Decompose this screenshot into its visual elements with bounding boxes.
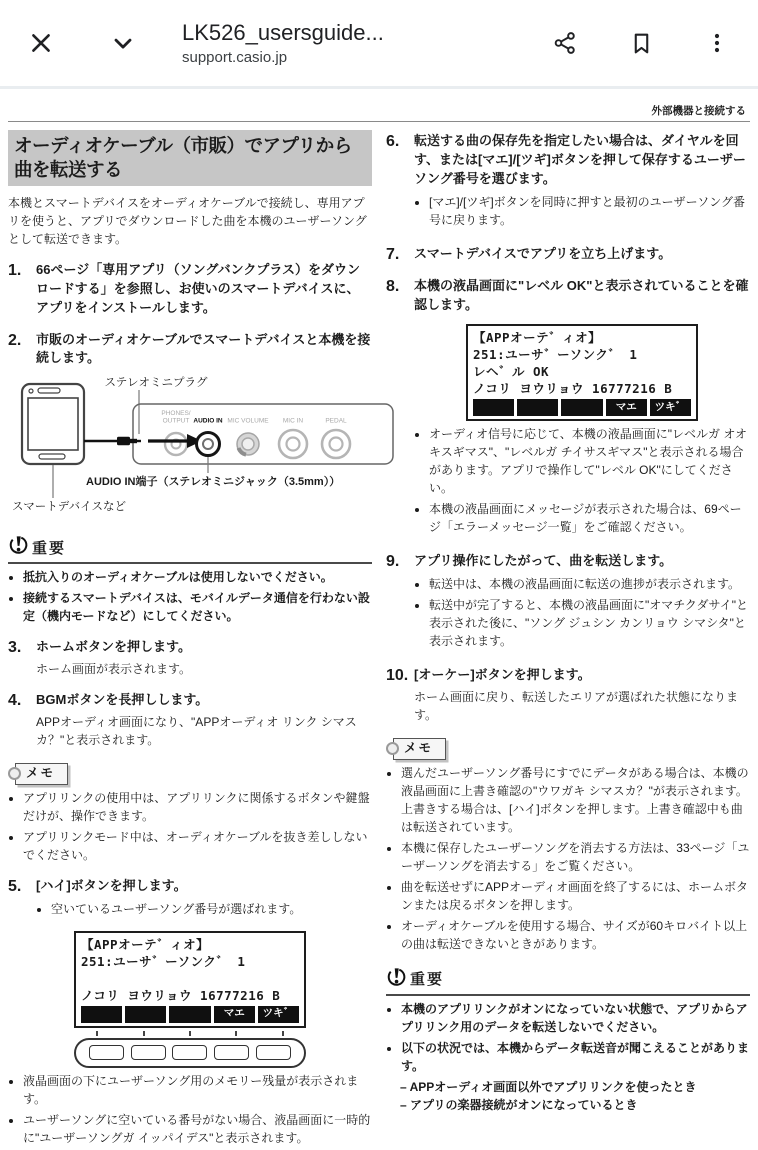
- document-source-url: support.casio.jp: [182, 49, 288, 66]
- list-item: • 選んだユーザーソング番号にすでにデータがある場合は、本機の液晶画面に上書き確認の"ウワガキ シマスカ？"が表示されます。上書きする場合は、[ハイ]ボタンを押します。上書き確認中も曲は転送されています。: [401, 764, 750, 836]
- list-item: • 空いているユーザーソング番号が選ばれます。: [51, 900, 372, 918]
- step-description: APPオーディオ画面になり、"APPオーディオ リンク シマスカ？"と表示されます。: [36, 715, 357, 747]
- lcd-illustration-1: [74, 931, 306, 1068]
- step-7: [386, 245, 750, 264]
- important-title: 重要: [32, 539, 67, 557]
- softkey-prev: マエ: [214, 1006, 255, 1023]
- pedal-jack: [322, 430, 350, 458]
- step-1: [8, 261, 372, 318]
- intro-paragraph: 本機とスマートデバイスをオーディオケーブルで接続し、専用アプリを使うと、アプリでダウンロードした曲を本機のユーザーソングとして転送できます。: [8, 196, 367, 247]
- bookmark-icon: [629, 31, 654, 56]
- document-title: LK526_usersguide...: [182, 20, 384, 45]
- svg-text:OUTPUT: OUTPUT: [162, 417, 190, 425]
- lcd-memory-remaining: ノコリ ヨウリョウ 16777216 B: [473, 381, 673, 397]
- step-description: ホーム画面が表示されます。: [36, 662, 192, 677]
- list-item: • 接続するスマートデバイスは、モバイルデータ通信を行わない設定（機内モードなど）にしてください。: [23, 589, 372, 625]
- step-text: ホームボタンを押します。: [36, 639, 191, 655]
- section-title: オーディオケーブル（市販）でアプリから曲を転送する: [8, 130, 372, 186]
- step5-notes: [8, 1072, 372, 1147]
- browser-toolbar: [0, 0, 758, 86]
- softkey-next: ツキ゛: [650, 399, 691, 416]
- overflow-menu-button[interactable]: [700, 26, 734, 60]
- close-icon: [28, 30, 54, 56]
- step-text: BGMボタンを長押しします。: [36, 692, 209, 708]
- mic-in-label: MIC IN: [282, 417, 304, 425]
- function-button: [131, 1045, 166, 1060]
- step-5: [8, 877, 372, 921]
- arrow-icon: [148, 434, 202, 448]
- lcd-screen-title: 【APPオーテ゛ィオ】: [81, 936, 210, 952]
- mic-volume-knob: [237, 433, 259, 455]
- plug-label: ステレオミニプラグ: [104, 377, 208, 390]
- softkey-next: ツキ゛: [258, 1006, 299, 1023]
- step-2: [8, 331, 372, 369]
- list-item: • 転送中が完了すると、本機の液晶画面に"オマチクダサイ"と表示された後に、"ソング ジュシン カンリョウ シマシタ"と表示されます。: [429, 596, 750, 650]
- step-number: 4.: [8, 692, 22, 710]
- list-item: • 抵抗入りのオーディオケーブルは使用しないでください。: [23, 568, 372, 586]
- step-number: 7.: [386, 245, 400, 263]
- list-item: • 本機に保存したユーザーソングを消去する方法は、33ページ「ユーザーソングを消去する」をご覧ください。: [401, 839, 750, 875]
- chevron-down-icon: [109, 29, 137, 57]
- lcd-illustration-2: [466, 324, 698, 421]
- list-item: • 転送中は、本機の液晶画面に転送の進捗が表示されます。: [429, 575, 750, 593]
- important-subitems: [386, 1078, 750, 1114]
- function-button: [214, 1045, 249, 1060]
- step8-notes: [414, 425, 750, 536]
- step-text: 転送する曲の保存先を指定したい場合は、ダイヤルを回す、または[マエ]/[ツギ]ボタンを押して保存するユーザーソング番号を選びます。: [414, 133, 746, 186]
- step-text: [オーケー]ボタンを押します。: [414, 667, 591, 683]
- important-icon: [8, 535, 28, 560]
- step-number: 5.: [8, 877, 22, 895]
- header-rule: [8, 121, 750, 122]
- list-item: • オーディオケーブルを使用する場合、サイズが60キロバイト以上の曲は転送できないときがあります。: [401, 917, 750, 953]
- step-text: 本機の液晶画面に"レベル OK"と表示されていることを確認します。: [414, 277, 749, 312]
- step-number: 9.: [386, 553, 400, 571]
- chapter-header: 外部機器と接続する: [651, 105, 746, 117]
- important-title: 重要: [410, 971, 445, 989]
- step-9: [386, 552, 750, 653]
- step-text: 市販のオーディオケーブルでスマートデバイスと本機を接続します。: [36, 331, 371, 366]
- collapse-button[interactable]: [106, 26, 140, 60]
- step-3: [8, 638, 372, 678]
- audio-in-label: AUDIO IN: [193, 417, 223, 425]
- button-ticks: [74, 1031, 306, 1036]
- smartphone-illustration: [22, 384, 84, 464]
- important-block-2: [386, 967, 750, 1114]
- important-icon: [386, 967, 406, 992]
- step-text: [ハイ]ボタンを押します。: [36, 877, 187, 893]
- step-number: 6.: [386, 133, 400, 150]
- function-button: [256, 1045, 291, 1060]
- device-label: スマートデバイスなど: [12, 501, 126, 514]
- memo-block-2: [386, 738, 750, 953]
- softkey-blank: [125, 1006, 166, 1023]
- list-item: • 曲を転送せずにAPPオーディオ画面を終了するには、ホームボタンまたは戻るボタンを押します。: [401, 878, 750, 914]
- memo-title: メモ: [15, 763, 68, 785]
- list-item: • アプリリンクの使用中は、アプリリンクに関係するボタンや鍵盤だけが、操作できます。: [23, 789, 372, 825]
- softkey-blank: [81, 1006, 122, 1023]
- list-item: • オーディオ信号に応じて、本機の液晶画面に"レベルガ オオキスギマス"、"レベルガ チイサスギマス"と表示される場合があります。アプリで操作して"レベル OK"にしてください。: [429, 425, 750, 497]
- overflow-menu-icon: [705, 31, 729, 55]
- lcd-level-ok: レヘ゛ル OK: [473, 364, 550, 380]
- list-item: • 液晶画面の下にユーザーソング用のメモリー残量が表示されます。: [23, 1072, 372, 1108]
- step-number: 2.: [8, 331, 22, 349]
- list-item: • アプリリンクモード中は、オーディオケーブルを抜き差ししないでください。: [23, 828, 372, 864]
- lcd-song-number: 251:ユーサ゛ーソンク゛ 1: [81, 953, 246, 969]
- step-number: 3.: [8, 639, 22, 657]
- memo-block-1: [8, 763, 372, 864]
- step-text: スマートデバイスでアプリを立ち上げます。: [414, 245, 672, 261]
- right-column: [386, 130, 750, 1150]
- list-item: • 本機のアプリリンクがオンになっていない状態で、アプリからアプリリンク用のデータを転送しないでください。: [401, 1000, 750, 1036]
- function-button: [172, 1045, 207, 1060]
- phones-jack: [165, 433, 187, 455]
- close-button[interactable]: [24, 26, 58, 60]
- important-block-1: [8, 535, 372, 625]
- bookmark-button[interactable]: [624, 26, 658, 60]
- function-buttons: [74, 1038, 306, 1068]
- connection-diagram: [8, 374, 372, 521]
- memo-title: メモ: [393, 738, 446, 760]
- list-item: • [マエ]/[ツギ]ボタンを同時に押すと最初のユーザーソング番号に戻ります。: [429, 193, 750, 229]
- lcd-song-number: 251:ユーサ゛ーソンク゛ 1: [473, 347, 638, 363]
- softkey-prev: マエ: [606, 399, 647, 416]
- softkey-blank: [561, 399, 602, 416]
- step-text: 66ページ「専用アプリ（ソングバンクプラス）をダウンロードする」を参照し、お使いのスマートデバイスに、アプリをインストールします。: [36, 262, 360, 315]
- step-4: [8, 691, 372, 749]
- lcd-blank-line: [81, 970, 299, 987]
- document-title-block: [182, 20, 538, 66]
- step-8: [386, 277, 750, 540]
- left-column: [8, 130, 372, 1150]
- mic-in-jack: [279, 430, 307, 458]
- step-10: [386, 666, 750, 724]
- softkey-blank: [473, 399, 514, 416]
- step-number: 1.: [8, 262, 22, 280]
- pedal-label: PEDAL: [325, 417, 347, 425]
- softkey-blank: [517, 399, 558, 416]
- step-text: アプリ操作にしたがって、曲を転送します。: [414, 553, 673, 569]
- audio-in-caption: AUDIO IN端子（ステレオミニジャック（3.5mm））: [86, 476, 341, 489]
- lcd-memory-remaining: ノコリ ヨウリョウ 16777216 B: [81, 987, 281, 1003]
- step-number: 8.: [386, 277, 400, 295]
- phones-output-label: PHONES/: [161, 410, 191, 418]
- step-description: ホーム画面に戻り、転送したエリアが選ばれた状態になります。: [414, 690, 739, 723]
- step-6: [386, 132, 750, 232]
- softkey-blank: [169, 1006, 210, 1023]
- step-number: 10.: [386, 667, 409, 685]
- function-button: [89, 1045, 124, 1060]
- list-item: • 本機の液晶画面にメッセージが表示された場合は、69ページ「エラーメッセージ一覧」をご確認ください。: [429, 500, 750, 536]
- mic-volume-label: MIC VOLUME: [227, 417, 269, 425]
- audio-in-jack: [197, 433, 220, 456]
- list-item: – アプリの楽器接続がオンになっているとき: [400, 1097, 638, 1112]
- list-item: • 以下の状況では、本機からデータ転送音が聞こえることがあります。: [401, 1039, 750, 1075]
- share-icon: [552, 30, 578, 56]
- pdf-page: [0, 89, 758, 1150]
- list-item: – APPオーディオ画面以外でアプリリンクを使ったとき: [400, 1079, 697, 1094]
- list-item: • ユーザーソングに空いている番号がない場合、液晶画面に一時的に"ユーザーソングガ イッパイデス"と表示されます。: [23, 1111, 372, 1147]
- share-button[interactable]: [548, 26, 582, 60]
- lcd-screen-title: 【APPオーテ゛ィオ】: [473, 330, 602, 346]
